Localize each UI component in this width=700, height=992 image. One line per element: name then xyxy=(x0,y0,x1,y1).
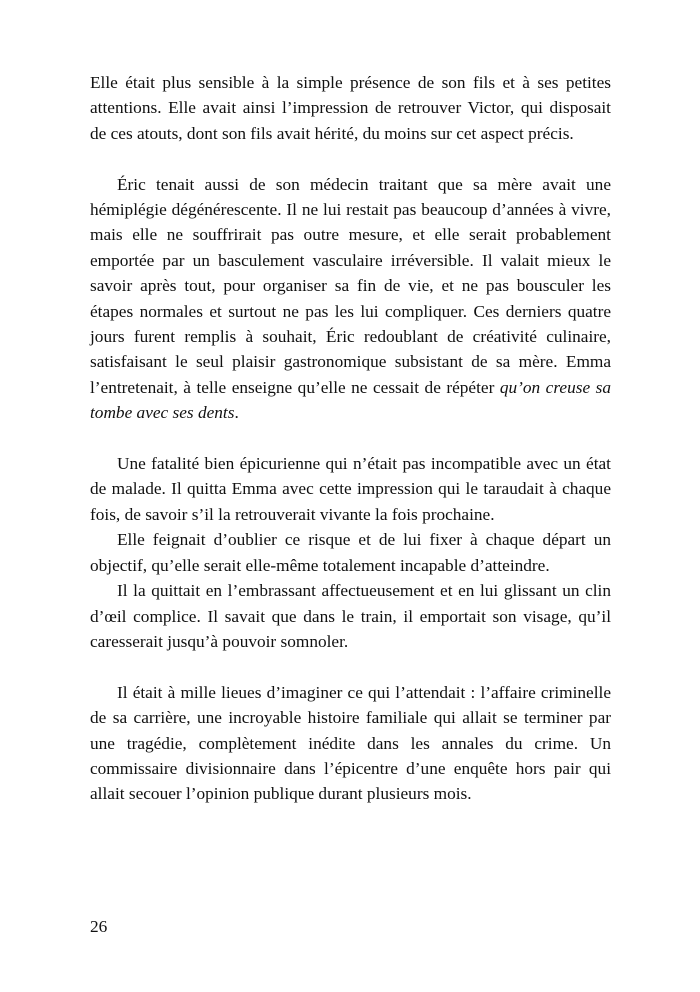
paragraph-2-text: Éric tenait aussi de son médecin traitant que sa mère avait une hémiplégie dégénérescente. Il ne lui restait pas beaucoup d’années à vivre, mais elle ne souffrirait pas outre mesure, et elle serait probablement emportée par un basculement vasculaire irréversible. Il valait mieux le savoir après tout, pour organiser sa fin de vie, et ne pas bousculer les étapes normales et surtout ne pas les lui compliquer. Ces derniers quatre jours furent remplis à souhait, Éric redoublant de créativité culinaire, satisfaisant le seul plaisir gastronomique subsistant de sa mère. Emma l’entretenait, à telle enseigne qu’elle ne cessait de répéter xyxy=(90,174,611,397)
paragraph-2-end: . xyxy=(234,403,239,423)
paragraph-6: Il était à mille lieues d’imaginer ce qui l’attendait : l’affaire criminelle de sa carrière, une incroyable histoire familiale qui allait se terminer par une tragédie, complètement inédite dans les annales du crime. Un commissaire divisionnaire dans l’épicentre d’une enquête hors pair qui allait secouer l’opinion publique durant plusieurs mois. xyxy=(90,682,611,804)
paragraph-gap xyxy=(90,426,611,451)
paragraph-4: Elle feignait d’oublier ce risque et de lui fixer à chaque départ un objectif, qu’elle serait elle-même totalement incapable d’atteindre. xyxy=(90,530,611,575)
paragraph-2 xyxy=(90,172,611,426)
paragraph-gap xyxy=(90,654,611,679)
page-number: 26 xyxy=(90,917,108,936)
paragraph-2-italic-quote: qu’on creuse sa tombe avec ses dents xyxy=(90,377,611,423)
paragraph-5: Il la quittait en l’embrassant affectueusement et en lui glissant un clin d’œil complice. Il savait que dans le train, il emportait son visage, qu’il caresserait jusqu’à pouvoir somnoler. xyxy=(90,581,611,651)
paragraph-3: Une fatalité bien épicurienne qui n’était pas incompatible avec un état de malade. Il quitta Emma avec cette impression qui le taraudait à chaque fois, de savoir s’il la retrouverait vivante la fois prochaine. xyxy=(90,454,611,524)
paragraph-gap xyxy=(90,146,611,171)
paragraph-1: Elle était plus sensible à la simple présence de son fils et à ses petites attentions. Elle avait ainsi l’impression de retrouver Victor, qui disposait de ces atouts, dont son fils avait hérité, du moins sur cet aspect précis. xyxy=(90,73,611,143)
page-body xyxy=(90,70,611,807)
